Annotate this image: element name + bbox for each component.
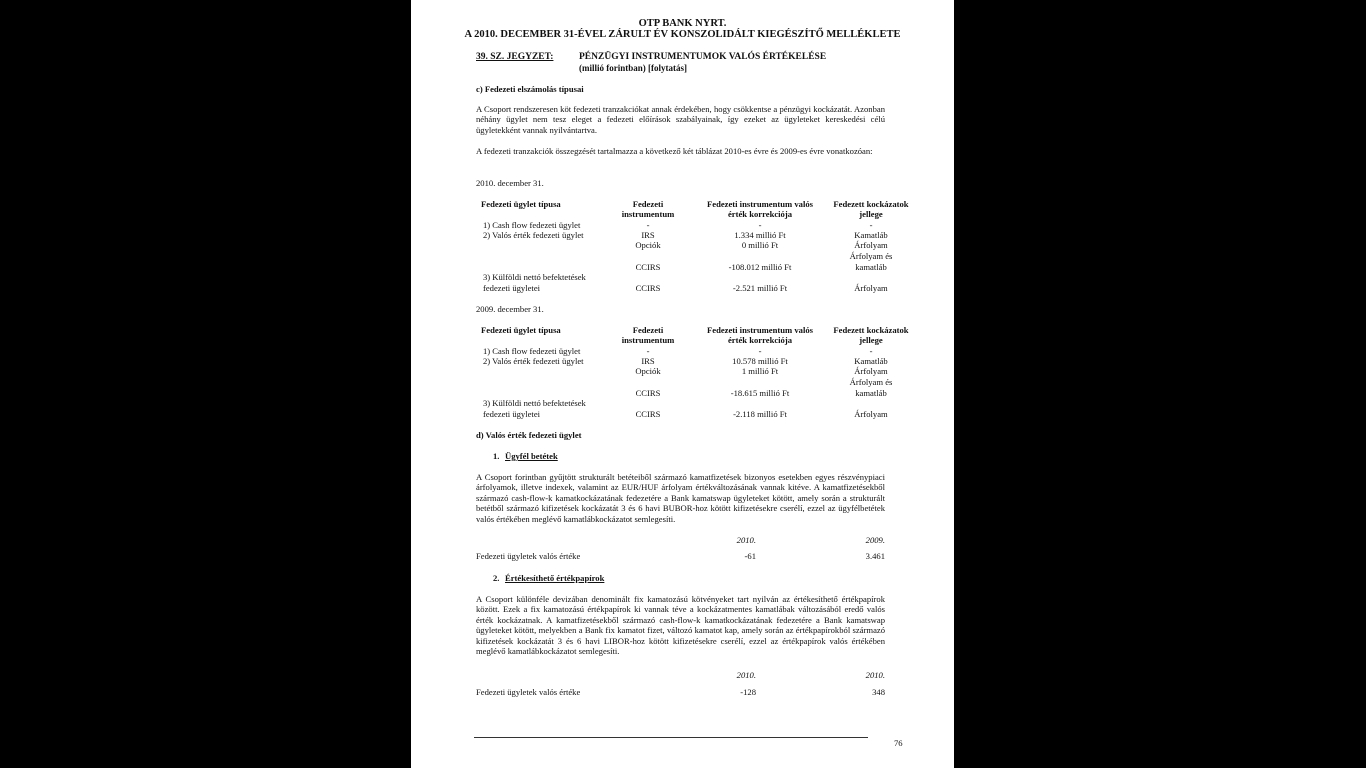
table-row-instrument: IRS bbox=[641, 230, 655, 240]
table-row-value: 0 millió Ft bbox=[741, 240, 779, 250]
section-c-paragraph-2: A fedezeti tranzakciók összegzését tartalmazza a következő két táblázat 2010-es évre és 2009-es évre vonatkozóan: bbox=[476, 146, 873, 156]
table-row-risk: Árfolyam bbox=[854, 283, 888, 293]
table-2010-header-instrument: Fedezeti instrumentum bbox=[621, 199, 675, 220]
table-row-risk: Kamatláb bbox=[854, 356, 888, 366]
table-row-risk: Árfolyam és bbox=[849, 377, 893, 387]
subsection-1-col-2010: 2010. bbox=[736, 535, 756, 545]
subsection-2-paragraph: A Csoport különféle devizában denominált fix kamatozású kötvényeket tart nyilván az értékesíthető értékpapírok között. Ezek a fix kamatozású értékpapírok ki vannak téve a kockázatmentes kamatlábak változásából eredő valós érték kockázatnak. A kamatfizetésekből származó cash-flow-k kamatkockázatának fedezetére a Bank kamatswap ügyleteket kötött, melyekben a Bank fix kamatot fizet, változó kamatot kap, amely során az értékpapírokból származó kifizetések kockázatát 3 és 6 havi LIBOR-hoz kötött kifizetésekre cserélí, ezzel az értékpapírok valós értékében meglévő kamatlábkockázatot semlegesíti. bbox=[476, 594, 885, 657]
table-row-risk: kamatláb bbox=[855, 262, 887, 272]
table-2009-date: 2009. december 31. bbox=[476, 304, 544, 314]
table-row-instrument: Opciók bbox=[635, 366, 661, 376]
subsection-2-number: 2. bbox=[493, 573, 500, 583]
subsection-1-number: 1. bbox=[493, 451, 500, 461]
header-bank-name: OTP BANK NYRT. bbox=[638, 18, 727, 29]
table-row-instrument: Opciók bbox=[635, 240, 661, 250]
table-row-instrument: CCIRS bbox=[635, 262, 661, 272]
table-row-type: 1) Cash flow fedezeti ügylet bbox=[483, 346, 581, 356]
table-row-instrument: CCIRS bbox=[635, 409, 661, 419]
subsection-2-col-second: 2010. bbox=[865, 670, 885, 680]
table-row-risk: kamatláb bbox=[855, 388, 887, 398]
section-c-paragraph-1: A Csoport rendszeresen köt fedezeti tranzakciókat annak érdekében, hogy csökkentse a pénzügyi kockázatát. Azonban néhány ügylet nem tesz eleget a fedezeti előírások szabályainak, így ezeket az ügyleteket kereskedési célú ügyletekként vannak nyilvántartva. bbox=[476, 104, 885, 135]
subsection-1-title: Ügyfél betétek bbox=[505, 451, 558, 461]
table-row-type: 1) Cash flow fedezeti ügylet bbox=[483, 220, 581, 230]
note-subtitle: (millió forintban) [folytatás] bbox=[579, 63, 687, 73]
subsection-1-col-2009: 2009. bbox=[865, 535, 885, 545]
table-row-type: fedezeti ügyletei bbox=[483, 409, 541, 419]
note-title: PÉNZÜGYI INSTRUMENTUMOK VALÓS ÉRTÉKELÉSE bbox=[579, 52, 827, 62]
page-number: 76 bbox=[894, 738, 903, 748]
table-row-risk: Árfolyam és bbox=[849, 251, 893, 261]
table-row-type: 2) Valós érték fedezeti ügylet bbox=[483, 230, 584, 240]
table-row-type: 3) Külföldi nettó befektetések bbox=[483, 272, 586, 282]
subsection-2-value-second: 348 bbox=[872, 687, 885, 697]
table-2010-header-type: Fedezeti ügylet típusa bbox=[481, 199, 561, 209]
table-row-risk: Árfolyam bbox=[854, 366, 888, 376]
table-row-value: -2.521 millió Ft bbox=[732, 283, 788, 293]
table-row-value: 10.578 millió Ft bbox=[732, 356, 788, 366]
subsection-2-title: Értékesíthető értékpapírok bbox=[505, 573, 605, 583]
table-row-risk: Árfolyam bbox=[854, 409, 888, 419]
header-report-title: A 2010. DECEMBER 31-ÉVEL ZÁRULT ÉV KONSZOLIDÁLT KIEGÉSZÍTŐ MELLÉKLETE bbox=[464, 29, 901, 40]
table-row-risk: Árfolyam bbox=[854, 240, 888, 250]
subsection-1-value-2010: -61 bbox=[744, 551, 756, 561]
table-row-instrument: CCIRS bbox=[635, 388, 661, 398]
table-row-instrument: IRS bbox=[641, 356, 655, 366]
table-row-instrument: - bbox=[646, 346, 650, 356]
document-page bbox=[411, 0, 954, 768]
table-row-value: -2.118 millió Ft bbox=[733, 409, 787, 419]
subsection-2-value-first: -128 bbox=[740, 687, 756, 697]
table-2010-header-risk: Fedezett kockázatok jellege bbox=[833, 199, 909, 220]
table-row-value: 1.334 millió Ft bbox=[734, 230, 786, 240]
table-row-value: - bbox=[758, 346, 762, 356]
table-2009-header-instrument: Fedezeti instrumentum bbox=[621, 325, 675, 346]
table-row-instrument: CCIRS bbox=[635, 283, 661, 293]
table-row-type: fedezeti ügyletei bbox=[483, 283, 541, 293]
table-row-risk: - bbox=[869, 346, 873, 356]
table-2009-header-type: Fedezeti ügylet típusa bbox=[481, 325, 561, 335]
table-row-instrument: - bbox=[646, 220, 650, 230]
table-2009-header-risk: Fedezett kockázatok jellege bbox=[833, 325, 909, 346]
table-row-value: - bbox=[758, 220, 762, 230]
section-c-title: c) Fedezeti elszámolás típusai bbox=[476, 84, 584, 94]
subsection-1-row-label: Fedezeti ügyletek valós értéke bbox=[476, 551, 581, 561]
subsection-1-value-2009: 3.461 bbox=[865, 551, 885, 561]
table-2010-date: 2010. december 31. bbox=[476, 178, 544, 188]
subsection-2-row-label: Fedezeti ügyletek valós értéke bbox=[476, 687, 581, 697]
table-row-risk: - bbox=[869, 220, 873, 230]
footer-rule bbox=[474, 737, 868, 738]
table-row-type: 3) Külföldi nettó befektetések bbox=[483, 398, 586, 408]
note-number: 39. SZ. JEGYZET: bbox=[476, 52, 554, 62]
table-2010-header-correction: Fedezeti instrumentum valós érték korrekciója bbox=[707, 199, 813, 220]
table-row-risk: Kamatláb bbox=[854, 230, 888, 240]
subsection-1-paragraph: A Csoport forintban gyűjtött strukturált betéteiből származó kamatfizetések bizonyos esetekben egyes részvénypiaci árfolyamok, illetve indexek, valamint az EUR/HUF árfolyam értékváltozásának vannak kitéve. A kamatfizetésekből származó cash-flow-k kamatkockázatának fedezetére a Bank kamatswap ügyleteket kötött, amely során a strukturált betétből származó kifizetések kockázatát 3 és 6 havi BUBOR-hoz kötött kifizetésekre cserélí, ezzel az ügyfélbetétek valós értékében meglévő kamatlábkockázatot semlegesíti. bbox=[476, 472, 885, 524]
table-2009-header-correction: Fedezeti instrumentum valós érték korrekciója bbox=[707, 325, 813, 346]
table-row-value: -108.012 millió Ft bbox=[728, 262, 792, 272]
table-row-value: 1 millió Ft bbox=[741, 366, 779, 376]
section-d-title: d) Valós érték fedezeti ügylet bbox=[476, 430, 582, 440]
table-row-value: -18.615 millió Ft bbox=[730, 388, 790, 398]
table-row-type: 2) Valós érték fedezeti ügylet bbox=[483, 356, 584, 366]
subsection-2-col-first: 2010. bbox=[736, 670, 756, 680]
